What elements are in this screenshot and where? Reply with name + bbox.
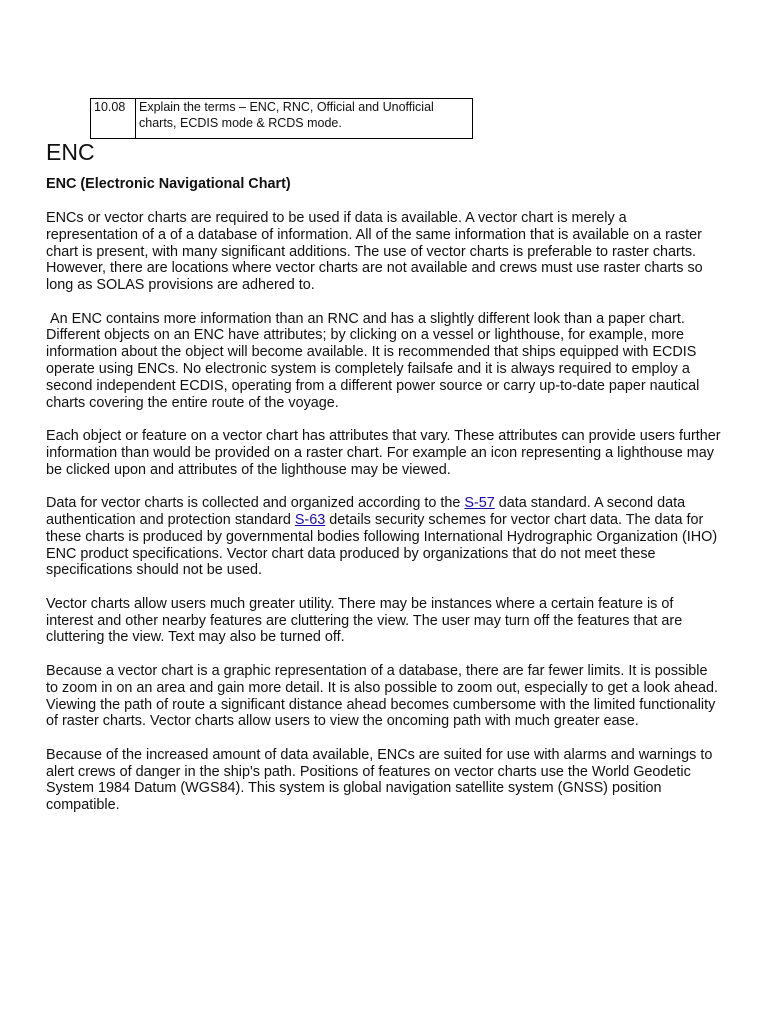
- paragraph-6: Because a vector chart is a graphic representation of a database, there are far fewer limits. It is possible to zoom in on an area and gain more detail. It is also possible to zoom out, especially to get a look ahead. Viewing the path of route a significant distance ahead becomes cumbersome with the limited functionality of raster charts. Vector charts allow users to view the oncoming path with much greater ease.: [46, 662, 718, 730]
- paragraph-1: ENCs or vector charts are required to be used if data is available. A vector chart is merely a representation of a of a database of information. All of the same information that is available on a raster chart is present, with many significant additions. The use of vector charts is preferable to raster charts. However, there are locations where vector charts are not available and crews must use raster charts so long as SOLAS provisions are adhered to.: [46, 210, 703, 294]
- paragraph-7: Because of the increased amount of data available, ENCs are suited for use with alarms and warnings to alert crews of danger in the ship's path. Positions of features on vector charts use the World Geodetic System 1984 Datum (WGS84). This system is global navigation satellite system (GNSS) position compatible.: [46, 746, 713, 814]
- objective-table: [90, 98, 473, 139]
- s-63-link[interactable]: S-63: [294, 512, 326, 529]
- paragraph-5: Vector charts allow users much greater utility. There may be instances where a certain feature is of interest and other nearby features are cluttering the view. The user may turn off the features that are cluttering the view. Text may also be turned off.: [46, 595, 683, 646]
- objective-number: 10.08: [91, 99, 136, 139]
- body-text: [46, 210, 722, 831]
- section-heading: ENC: [46, 139, 95, 165]
- paragraph-4-text-b: data standard. A second data authentication and protection standard: [46, 495, 686, 529]
- s-57-link[interactable]: S-57: [464, 495, 495, 512]
- paragraph-2: An ENC contains more information than an RNC and has a slightly different look than a paper chart. Different objects on an ENC have attributes; by clicking on a vessel or lighthouse, for example, more information about the object will become available. It is recommended that ships equipped with ECDIS operate using ENCs. No electronic system is completely failsafe and it is always required to employ a second independent ECDIS, operating from a different power source or carry up-to-date paper nautical charts covering the entire route of the voyage.: [46, 310, 700, 411]
- objective-row: [91, 99, 473, 139]
- paragraph-4-text-a: Data for vector charts is collected and organized according to the: [46, 495, 465, 512]
- paragraph-4-text-c: details security schemes for vector chart data. The data for these charts is produced by governmental bodies following International Hydrographic Organization (IHO) ENC product specifications. Vector chart data produced by organizations that do not meet these specifications should not be used.: [46, 512, 718, 579]
- paragraph-4: [46, 495, 722, 579]
- objective-text: Explain the terms – ENC, RNC, Official and Unofficial charts, ECDIS mode & RCDS mode.: [136, 99, 473, 139]
- section-subheading: ENC (Electronic Navigational Chart): [46, 176, 291, 192]
- paragraph-3: Each object or feature on a vector chart has attributes that vary. These attributes can provide users further information than would be provided on a raster chart. For example an icon representing a lighthouse may be clicked upon and attributes of the lighthouse may be viewed.: [46, 428, 721, 478]
